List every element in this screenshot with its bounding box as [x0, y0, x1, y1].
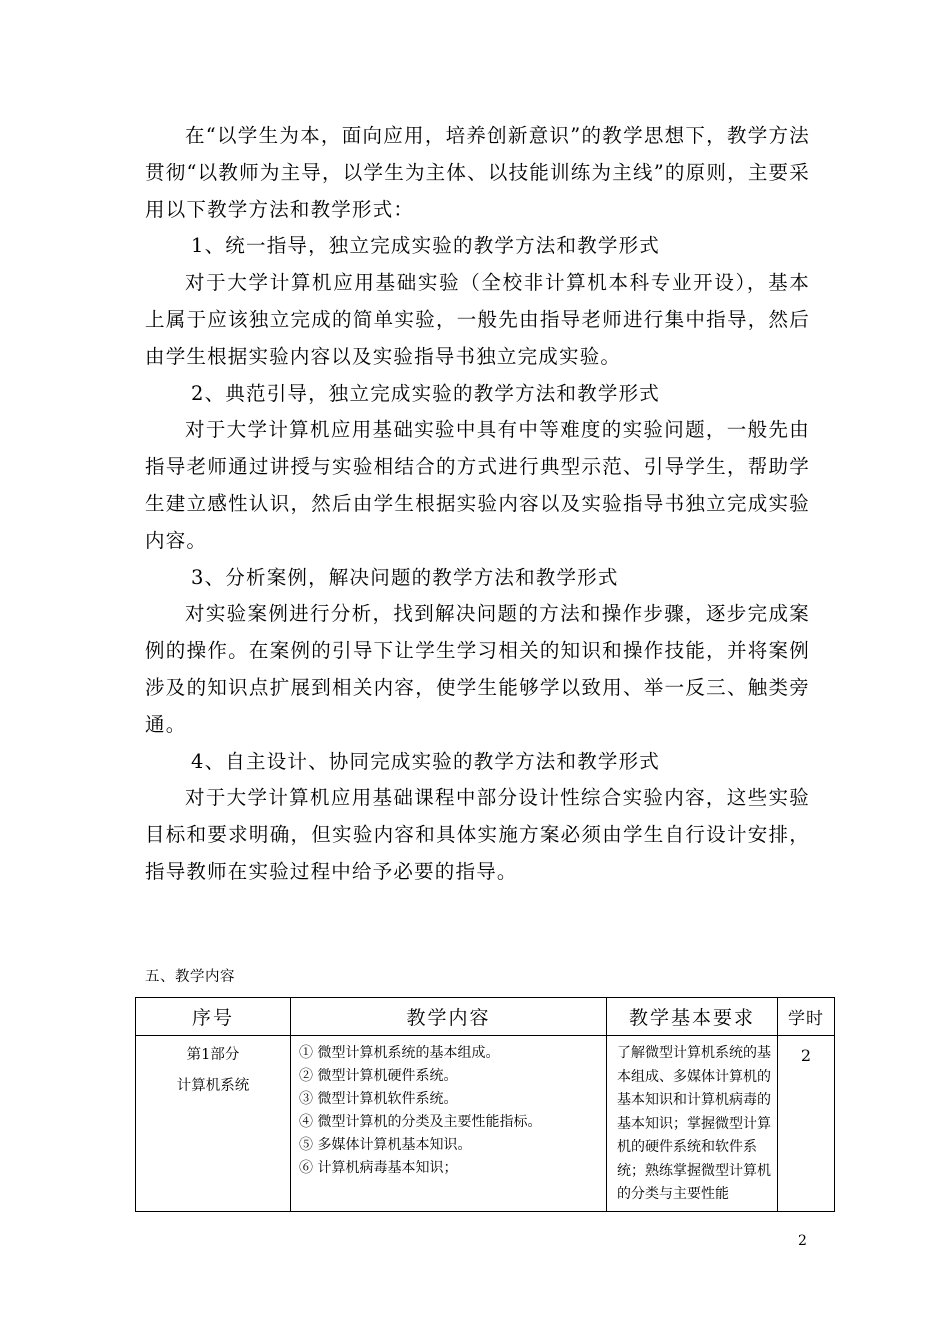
method-heading-2: 2、典范引导，独立完成实验的教学方法和教学形式 [191, 381, 661, 405]
part-title: 计算机系统 [176, 1078, 250, 1094]
method-heading-3: 3、分析案例，解决问题的教学方法和教学形式 [191, 565, 619, 589]
paragraph-intro: 在“以学生为本，面向应用，培养创新意识”的教学思想下，教学方法贯彻“以教师为主导，以学生为主体、以技能训练为主线”的原则，主要采用以下教学方法和教学形式： [145, 124, 810, 221]
content-item: ⑤ 多媒体计算机基本知识。 [299, 1137, 472, 1153]
header-requirements: 教学基本要求 [607, 998, 778, 1036]
table-row [136, 1036, 835, 1212]
content-item: ② 微型计算机硬件系统。 [299, 1068, 458, 1084]
hours-cell: 2 [778, 1036, 835, 1212]
table-header-row [136, 998, 835, 1036]
header-number: 序号 [136, 998, 291, 1036]
header-content: 教学内容 [291, 998, 607, 1036]
content-item: ① 微型计算机系统的基本组成。 [299, 1045, 500, 1061]
requirements-cell: 了解微型计算机系统的基本组成、多媒体计算机的基本知识和计算机病毒的基本知识；掌握微型计算机的硬件系统和软件系统；熟练掌握微型计算机的分类与主要性能 [607, 1036, 778, 1212]
method-heading-4: 4、自主设计、协同完成实验的教学方法和教学形式 [191, 749, 661, 773]
header-hours: 学时 [778, 998, 835, 1036]
content-item: ④ 微型计算机的分类及主要性能指标。 [299, 1114, 542, 1130]
body-text [145, 118, 810, 891]
content-cell [291, 1036, 607, 1212]
method-paragraph-3: 对实验案例进行分析，找到解决问题的方法和操作步骤，逐步完成案例的操作。在案例的引导下让学生学习相关的知识和操作技能，并将案例涉及的知识点扩展到相关内容，使学生能够学以致用、举一反三、触类旁通。 [145, 602, 810, 736]
syllabus-table [135, 997, 835, 1212]
page-number: 2 [798, 1233, 807, 1249]
part-number: 第1部分 [186, 1047, 240, 1063]
method-paragraph-4: 对于大学计算机应用基础课程中部分设计性综合实验内容，这些实验目标和要求明确，但实验内容和具体实施方案必须由学生自行设计安排，指导教师在实验过程中给予必要的指导。 [145, 786, 810, 883]
method-paragraph-2: 对于大学计算机应用基础实验中具有中等难度的实验问题，一般先由指导老师通过讲授与实验相结合的方式进行典型示范、引导学生，帮助学生建立感性认识，然后由学生根据实验内容以及实验指导书独立完成实验内容。 [145, 418, 810, 552]
content-item: ⑥ 计算机病毒基本知识； [299, 1160, 458, 1176]
method-heading-1: 1、统一指导，独立完成实验的教学方法和教学形式 [191, 234, 661, 258]
section-label: 五、教学内容 [145, 969, 235, 985]
method-paragraph-1: 对于大学计算机应用基础实验（全校非计算机本科专业开设），基本上属于应该独立完成的简单实验，一般先由指导老师进行集中指导，然后由学生根据实验内容以及实验指导书独立完成实验。 [145, 271, 810, 368]
content-item: ③ 微型计算机软件系统。 [299, 1091, 458, 1107]
part-cell [136, 1036, 291, 1212]
